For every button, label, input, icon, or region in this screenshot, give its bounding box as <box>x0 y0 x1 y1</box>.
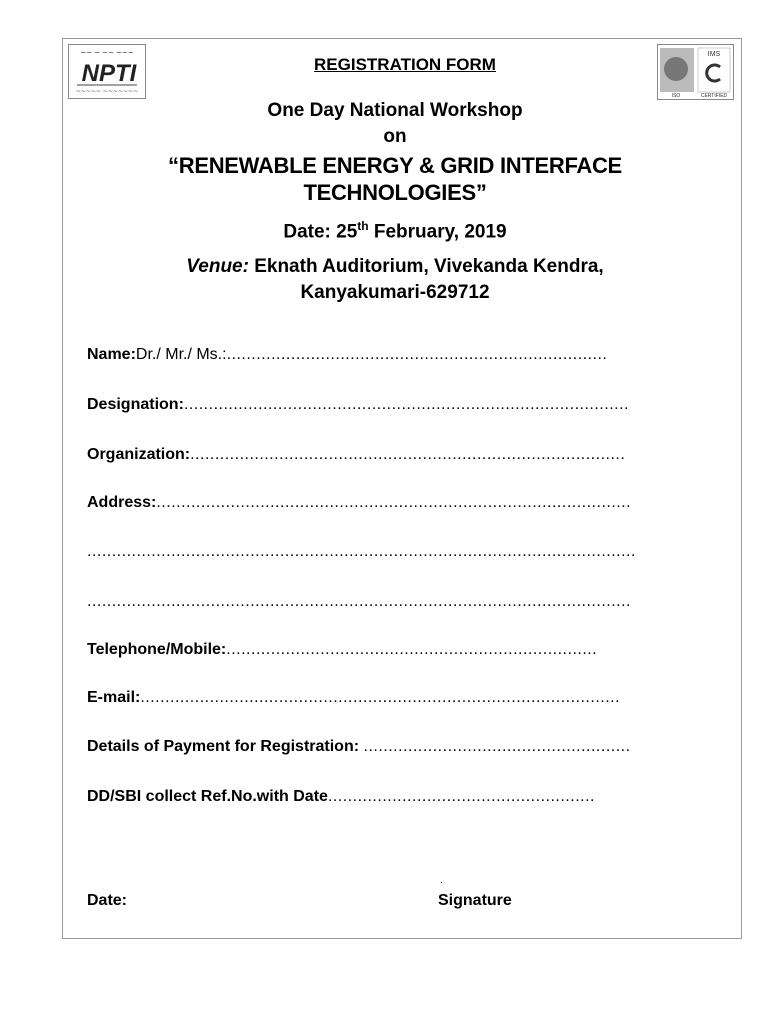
designation-label: Designation: <box>87 396 184 413</box>
form-title: REGISTRATION FORM <box>314 55 496 74</box>
designation-field[interactable] <box>87 396 629 414</box>
workshop-date <box>10 219 770 243</box>
dd-ref-label: DD/SBI collect Ref.No.with Date <box>87 788 328 805</box>
signature-label: Signature <box>438 892 512 909</box>
svg-text:~~ ~ ~~ ~~~: ~~ ~ ~~ ~~~ <box>80 49 134 57</box>
organization-label: Organization: <box>87 446 191 463</box>
svg-text:~~~~~ ~~~~~~~: ~~~~~ ~~~~~~~ <box>75 88 139 95</box>
dd-ref-dots: ...................................................... <box>327 788 595 805</box>
address-dots: ................................................................................................ <box>156 494 632 511</box>
address-line2-field[interactable] <box>87 543 636 561</box>
name-label: Name: <box>87 346 136 363</box>
payment-details-field[interactable] <box>87 738 631 756</box>
footer-date-label: Date: <box>87 892 128 909</box>
telephone-dots: ........................................................................... <box>226 641 598 658</box>
signature-field[interactable] <box>438 892 512 910</box>
venue-label: Venue: <box>186 256 249 277</box>
date-rest: February, 2019 <box>368 221 507 243</box>
subtitle-on: on <box>383 126 407 147</box>
workshop-title-line1: “RENEWABLE ENERGY & GRID INTERFACE <box>168 153 622 178</box>
svg-text:IMS: IMS <box>707 51 721 58</box>
designation-dots: .......................................................................................... <box>183 396 629 413</box>
venue-line2: Kanyakumari-629712 <box>300 282 490 303</box>
telephone-label: Telephone/Mobile: <box>87 641 227 658</box>
footer-date[interactable] <box>87 892 127 910</box>
workshop-title-line2: TECHNOLOGIES” <box>303 180 487 205</box>
venue-line1 <box>10 256 770 278</box>
svg-text:CERTIFIED: CERTIFIED <box>700 93 728 99</box>
address-line3-field[interactable] <box>87 593 631 611</box>
name-title-options: Dr./ Mr./ Ms.: <box>135 346 227 363</box>
email-label: E-mail: <box>87 689 141 706</box>
organization-field[interactable] <box>87 446 625 464</box>
name-field[interactable] <box>87 346 607 364</box>
address-field[interactable] <box>87 494 631 512</box>
telephone-field[interactable] <box>87 641 597 659</box>
venue-text: Eknath Auditorium, Vivekanda Kendra, <box>248 256 604 277</box>
date-suffix-sup: th <box>357 219 369 233</box>
date-prefix: Date: 25 <box>283 221 358 243</box>
address-line2-dots: ............................................................................................................... <box>87 543 636 560</box>
email-dots: ................................................................................................. <box>140 689 621 706</box>
payment-details-dots: ...................................................... <box>363 738 631 755</box>
dd-ref-field[interactable] <box>87 788 595 806</box>
payment-details-label: Details of Payment for Registration: <box>87 738 364 755</box>
email-field[interactable] <box>87 689 620 707</box>
name-dots: ............................................................................. <box>226 346 608 363</box>
svg-text:ISO: ISO <box>671 93 681 99</box>
workshop-subtitle: One Day National Workshop <box>267 100 523 121</box>
address-line3-dots: .............................................................................................................. <box>87 593 631 610</box>
svg-text:NPTI: NPTI <box>81 60 137 87</box>
address-label: Address: <box>87 494 157 511</box>
organization-dots: ........................................................................................ <box>190 446 626 463</box>
stray-dot: . <box>440 875 443 886</box>
